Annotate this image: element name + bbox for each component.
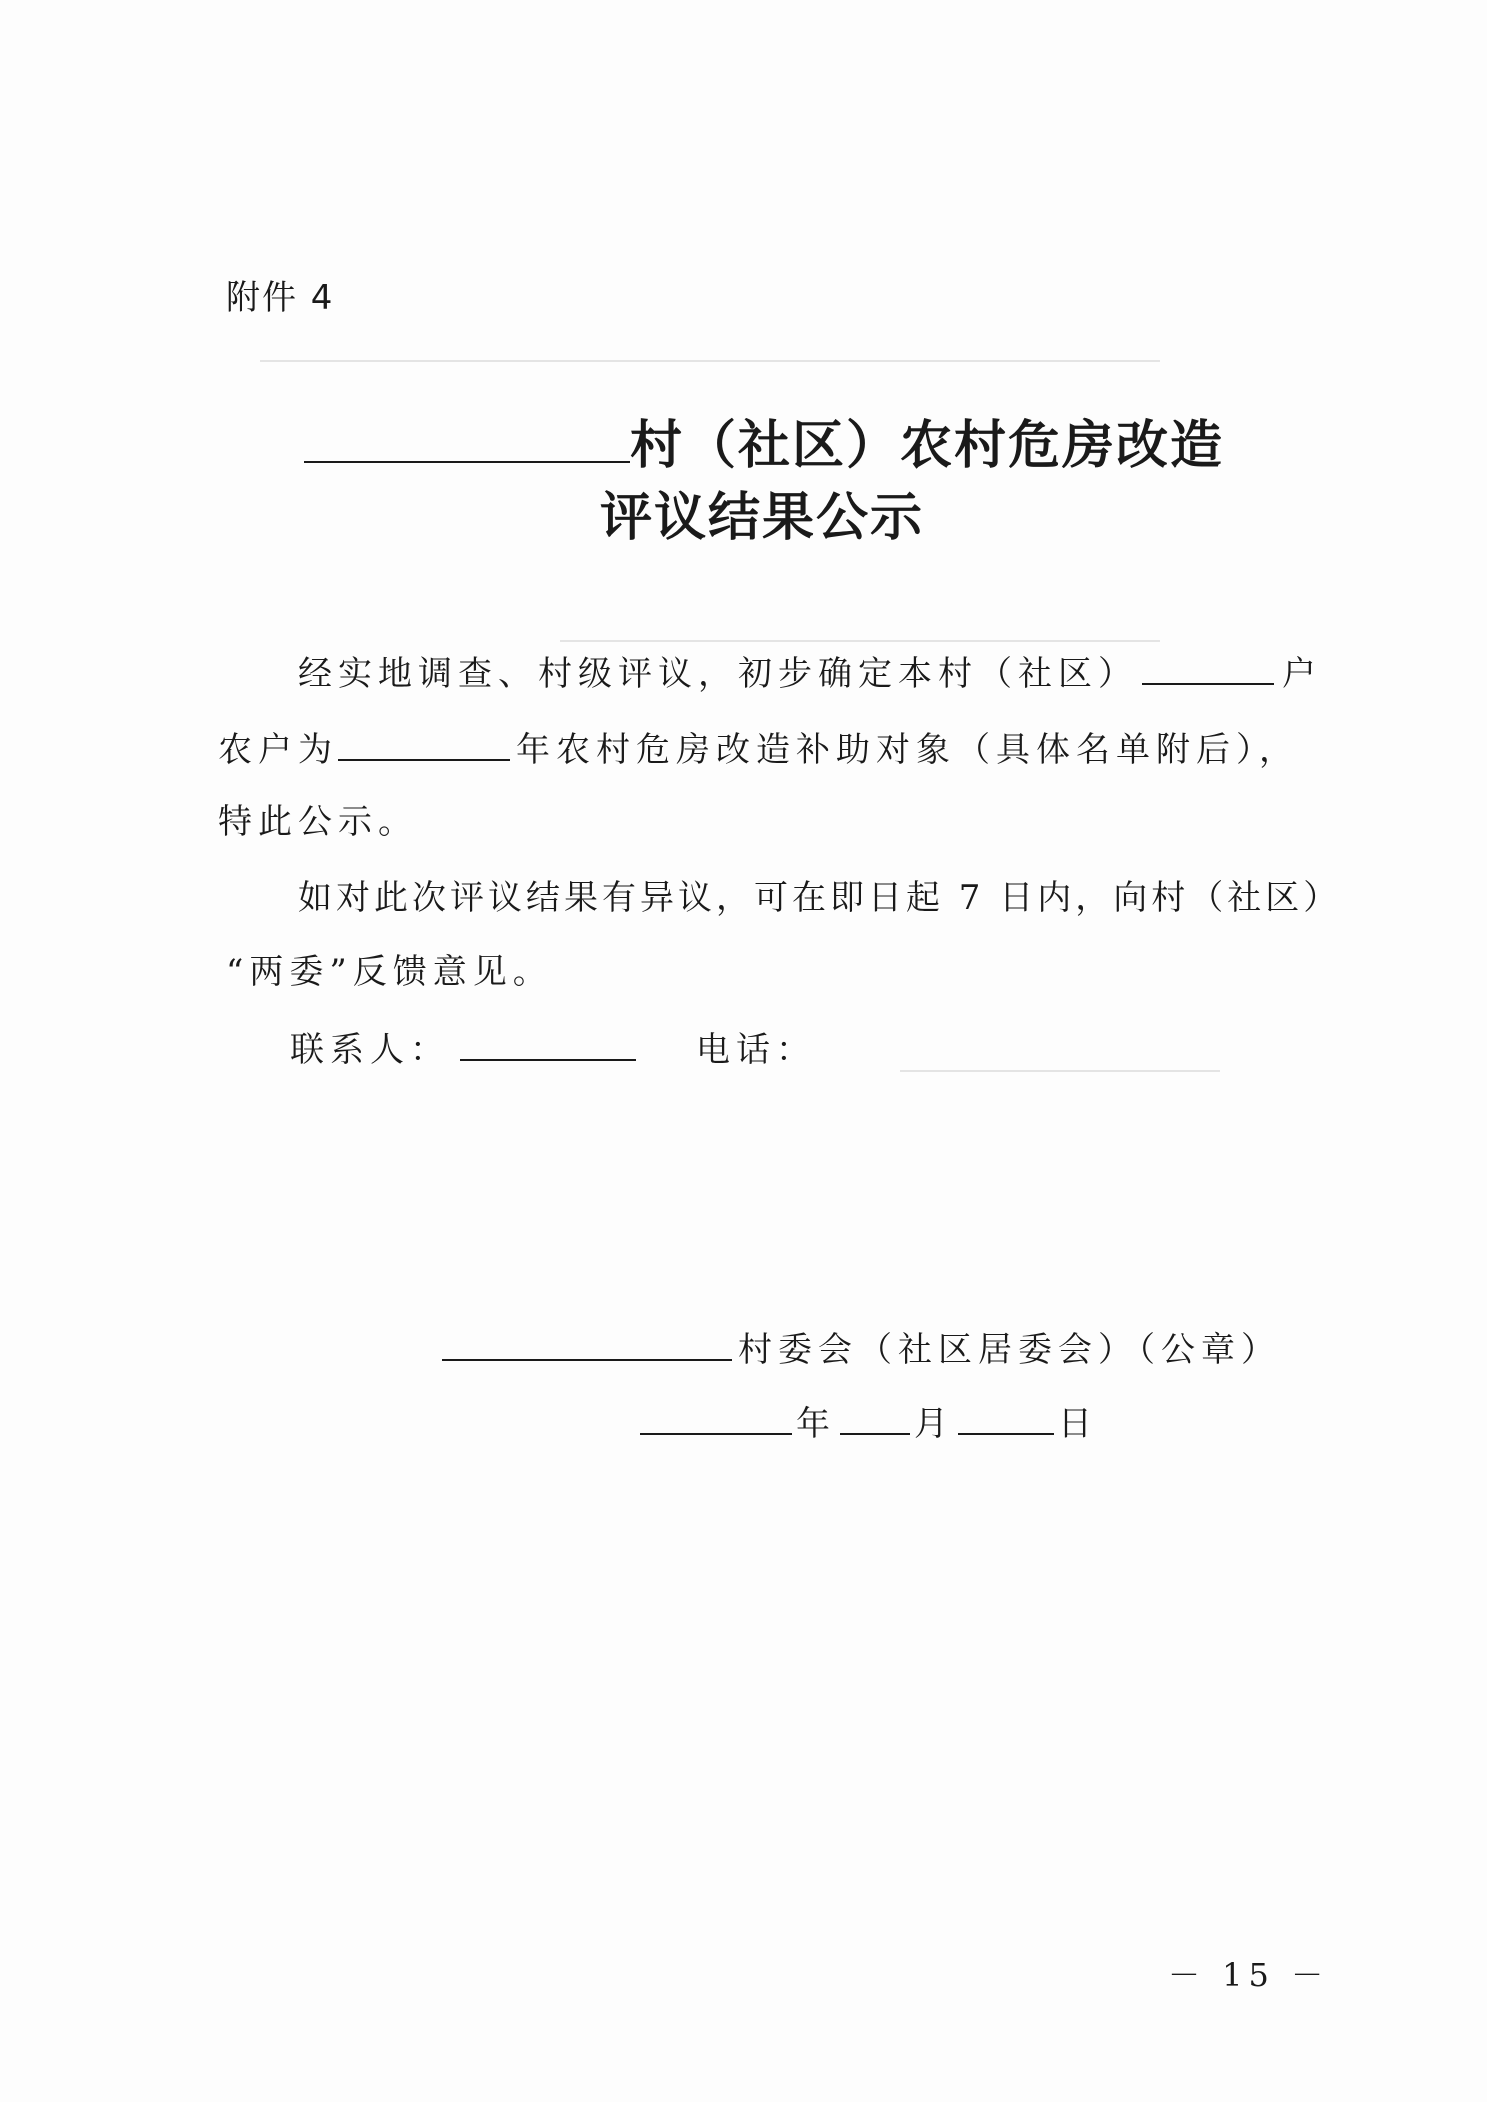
year-date-blank [640, 1401, 792, 1435]
paragraph-1-text-d: 年农村危房改造补助对象（具体名单附后）， [516, 730, 1299, 770]
signature-org-text: 村委会（社区居委会）（公章） [738, 1330, 1281, 1370]
title-line-2: 评议结果公示 [600, 487, 925, 548]
paragraph-2-line-1: 如对此次评议结果有异议，可在即日起 7 日内，向村（社区） [298, 878, 1342, 918]
date-line [640, 1400, 1098, 1448]
scan-artifact [900, 1070, 1220, 1072]
scan-artifact [260, 360, 1160, 362]
year-blank [338, 727, 510, 761]
day-date-blank [958, 1401, 1054, 1435]
paragraph-1-line-3: 特此公示。 [218, 802, 418, 842]
paragraph-1-text-a: 经实地调查、村级评议，初步确定本村（社区） [298, 654, 1138, 694]
paragraph-2-line-2: “两委”反馈意见。 [226, 952, 553, 992]
signature-org-line [442, 1326, 1281, 1374]
year-label: 年 [796, 1404, 836, 1444]
contact-person-label: 联系人： [290, 1030, 450, 1070]
month-label: 月 [914, 1404, 954, 1444]
household-count-blank [1142, 651, 1274, 685]
phone-label: 电话： [696, 1030, 816, 1070]
paragraph-1-line-2 [218, 726, 1299, 774]
village-committee-blank [442, 1327, 732, 1361]
title-text-1: 村（社区）农村危房改造 [630, 415, 1225, 476]
page-number: － 15 － [1168, 1956, 1330, 1994]
contact-line [290, 1026, 816, 1074]
village-name-blank [304, 446, 630, 463]
paragraph-1-text-c: 农户为 [218, 730, 338, 770]
scan-artifact [560, 640, 1160, 642]
contact-person-blank [460, 1027, 636, 1061]
day-label: 日 [1058, 1404, 1098, 1444]
month-date-blank [840, 1401, 910, 1435]
paragraph-1-text-b: 户 [1282, 654, 1322, 694]
paragraph-1-line-1 [298, 650, 1322, 698]
title-line-1 [304, 414, 1224, 478]
attachment-label: 附件 4 [226, 278, 335, 318]
